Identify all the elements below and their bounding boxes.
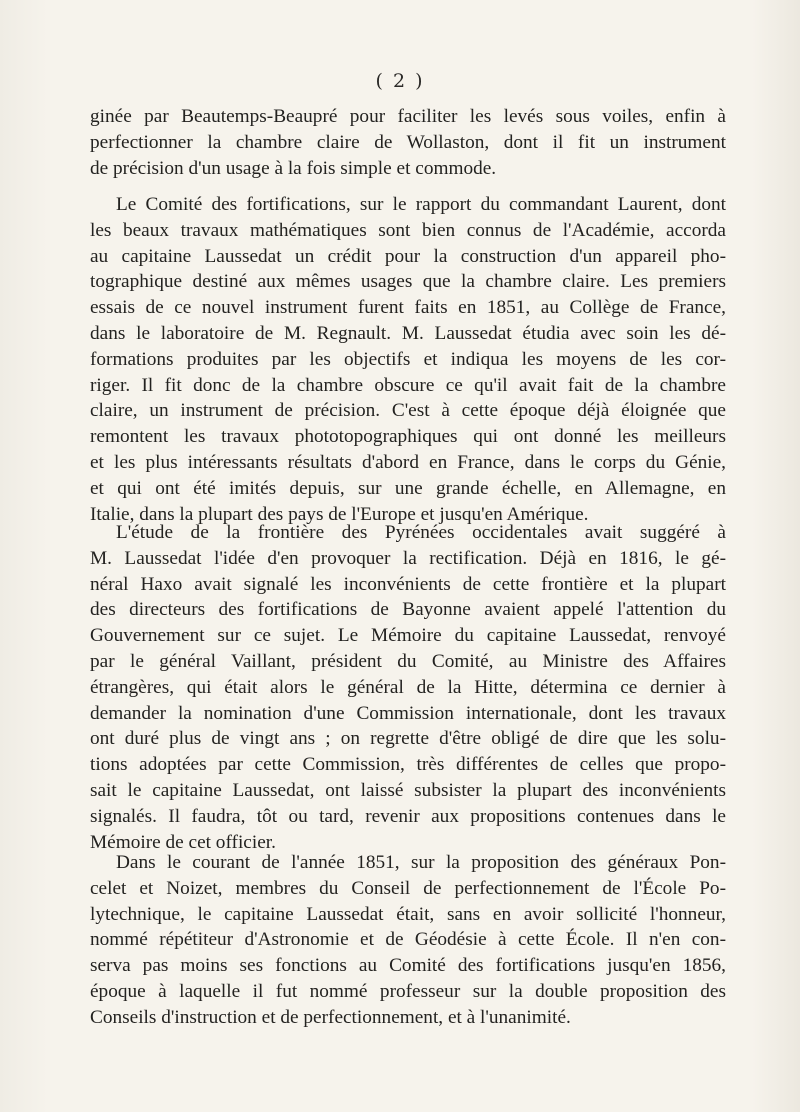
text-line: celet et Noizet, membres du Conseil de perfectionnement de l'École Po- <box>90 877 726 899</box>
text-line: demander la nomination d'une Commission internationale, dont les travaux <box>90 702 726 724</box>
paragraph-4 <box>90 850 726 1031</box>
text-line: ont duré plus de vingt ans ; on regrette d'être obligé de dire que les solu- <box>90 728 726 750</box>
text-line: claire, un instrument de précision. C'est à cette époque déjà éloignée que <box>90 400 726 422</box>
text-line: M. Laussedat l'idée d'en provoquer la rectification. Déjà en 1816, le gé- <box>90 547 726 569</box>
paragraph-1 <box>90 104 726 181</box>
text-line: lytechnique, le capitaine Laussedat était, sans en avoir sollicité l'honneur, <box>90 903 726 925</box>
text-line: au capitaine Laussedat un crédit pour la construction d'un appareil pho- <box>90 245 726 267</box>
text-line: de précision d'un usage à la fois simple et commode. <box>90 157 497 179</box>
text-line: étrangères, qui était alors le général de la Hitte, détermina ce dernier à <box>90 676 726 698</box>
text-line: Italie, dans la plupart des pays de l'Europe et jusqu'en Amérique. <box>90 503 589 525</box>
text-line: ginée par Beautemps-Beaupré pour faciliter les levés sous voiles, enfin à <box>90 106 726 127</box>
text-line: essais de ce nouvel instrument furent faits en 1851, au Collège de France, <box>90 297 726 319</box>
text-line: remontent les travaux phototopographiques qui ont donné les meilleurs <box>90 426 726 448</box>
paragraph-2 <box>90 192 726 527</box>
text-line: Dans le courant de l'année 1851, sur la proposition des généraux Pon- <box>116 852 726 873</box>
text-line: et qui ont été imités depuis, sur une grande échelle, en Allemagne, en <box>90 477 726 499</box>
paragraph-3 <box>90 520 726 855</box>
text-line: époque à laquelle il fut nommé professeur sur la double proposition des <box>90 980 726 1002</box>
text-line: nommé répétiteur d'Astronomie et de Géodésie à cette École. Il n'en con- <box>90 929 726 951</box>
text-line: Le Comité des fortifications, sur le rapport du commandant Laurent, dont <box>116 194 726 215</box>
page-number: ( 2 ) <box>375 70 425 92</box>
text-line: des directeurs des fortifications de Bayonne avaient appelé l'attention du <box>90 599 726 621</box>
text-line: les beaux travaux mathématiques sont bien connus de l'Académie, accorda <box>90 219 726 241</box>
text-line: Mémoire de cet officier. <box>90 831 276 853</box>
text-line: serva pas moins ses fonctions au Comité des fortifications jusqu'en 1856, <box>90 955 726 977</box>
text-line: tions adoptées par cette Commission, très différentes de celles que propo- <box>90 754 726 776</box>
text-line: riger. Il fit donc de la chambre obscure ce qu'il avait fait de la chambre <box>90 374 726 396</box>
text-line: signalés. Il faudra, tôt ou tard, revenir aux propositions contenues dans le <box>90 805 726 827</box>
text-line: dans le laboratoire de M. Regnault. M. Laussedat étudia avec soin les dé- <box>90 322 726 344</box>
text-line: Gouvernement sur ce sujet. Le Mémoire du capitaine Laussedat, renvoyé <box>90 625 726 647</box>
text-line: formations produites par les objectifs et indiqua les moyens de les cor- <box>90 348 726 370</box>
text-line: perfectionner la chambre claire de Wollaston, dont il fit un instrument <box>90 131 726 153</box>
text-line: Conseils d'instruction et de perfectionnement, et à l'unanimité. <box>90 1006 571 1028</box>
text-line: par le général Vaillant, président du Comité, au Ministre des Affaires <box>90 650 726 672</box>
text-line: néral Haxo avait signalé les inconvénients de cette frontière et la plupart <box>90 573 726 595</box>
text-line: L'étude de la frontière des Pyrénées occidentales avait suggéré à <box>116 522 726 543</box>
text-line: sait le capitaine Laussedat, ont laissé subsister la plupart des inconvénients <box>90 779 726 801</box>
text-line: tographique destiné aux mêmes usages que la chambre claire. Les premiers <box>90 271 726 293</box>
text-line: et les plus intéressants résultats d'abord en France, dans le corps du Génie, <box>90 451 726 473</box>
